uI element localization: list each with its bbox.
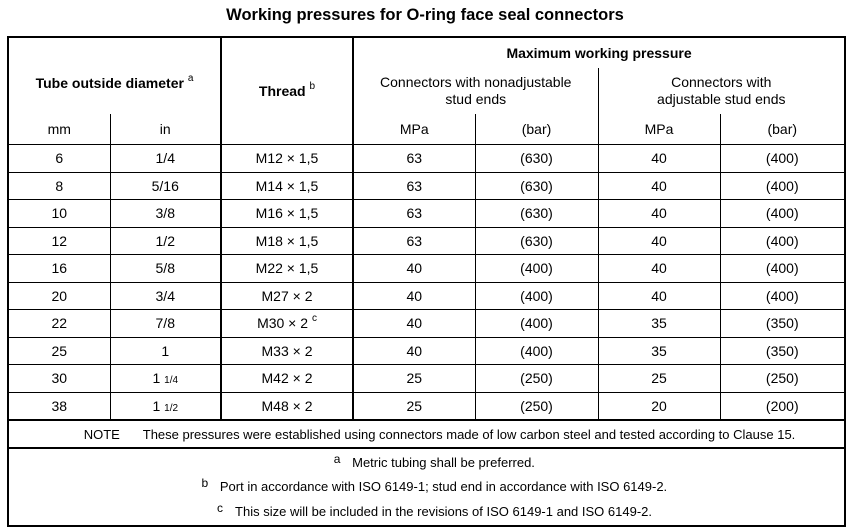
- thread-cell: M27 × 2: [221, 282, 353, 310]
- bar-adjustable-cell: (250): [720, 365, 845, 393]
- header-nonadjustable: Connectors with nonadjustable stud ends: [353, 68, 598, 114]
- mm-cell: 12: [8, 227, 110, 255]
- thread-cell: M33 × 2: [221, 337, 353, 365]
- bar-nonadjustable-cell: (400): [475, 255, 598, 283]
- mm-cell: 30: [8, 365, 110, 393]
- mm-cell: 8: [8, 172, 110, 200]
- header-mm: mm: [47, 121, 71, 137]
- footnote-c: c This size will be included in the revisions of ISO 6149-1 and ISO 6149-2.: [217, 500, 652, 519]
- table-row: [8, 365, 845, 393]
- mpa-nonadjustable-cell: 40: [353, 310, 475, 338]
- table-row: [8, 227, 845, 255]
- bar-nonadjustable-cell: (400): [475, 282, 598, 310]
- thread-cell: M30 × 2 $^c$: [221, 310, 353, 338]
- mpa-nonadjustable-cell: 63: [353, 200, 475, 228]
- in-cell: 3/8: [110, 200, 221, 228]
- in-cell: 7/8: [110, 310, 221, 338]
- bar-adjustable-cell: (400): [720, 200, 845, 228]
- table-row: [8, 255, 845, 283]
- bar-nonadjustable-cell: (250): [475, 392, 598, 420]
- mm-cell: 38: [8, 392, 110, 420]
- table-row: [8, 145, 845, 173]
- header-bar-adjustable: (bar): [720, 114, 845, 145]
- bar-adjustable-cell: (400): [720, 227, 845, 255]
- bar-adjustable-cell: (400): [720, 145, 845, 173]
- mpa-nonadjustable-cell: 25: [353, 365, 475, 393]
- header-bar-nonadjustable: (bar): [475, 114, 598, 145]
- mm-cell: 16: [8, 255, 110, 283]
- bar-nonadjustable-cell: (630): [475, 172, 598, 200]
- header-in: in: [110, 114, 221, 145]
- footnote-a: a Metric tubing shall be preferred.: [8, 448, 845, 475]
- mpa-nonadjustable-cell: 63: [353, 227, 475, 255]
- mpa-nonadjustable-cell: 25: [353, 392, 475, 420]
- bar-adjustable-cell: (400): [720, 172, 845, 200]
- bar-nonadjustable-cell: (400): [475, 310, 598, 338]
- thread-cell: M12 × 1,5: [221, 145, 353, 173]
- mm-cell: 10: [8, 200, 110, 228]
- table-row: [8, 310, 845, 338]
- table-note: NOTE These pressures were established using connectors made of low carbon steel and tested according to Clause 15.: [8, 420, 845, 448]
- thread-cell: M48 × 2: [221, 392, 353, 420]
- header-mpa-adjustable: MPa: [598, 114, 720, 145]
- bar-nonadjustable-cell: (630): [475, 200, 598, 228]
- bar-adjustable-cell: (400): [720, 255, 845, 283]
- footnote-b: b Port in accordance with ISO 6149-1; stud end in accordance with ISO 6149-2.: [201, 475, 668, 494]
- in-cell: 5/16: [110, 172, 221, 200]
- table-title: Working pressures for O-ring face seal connectors: [226, 6, 624, 24]
- table-body: [8, 145, 845, 421]
- in-cell: 1/2: [110, 227, 221, 255]
- mpa-nonadjustable-cell: 63: [353, 145, 475, 173]
- header-mpa-nonadjustable: MPa: [353, 114, 475, 145]
- thread-cell: M16 × 1,5: [221, 200, 353, 228]
- bar-adjustable-cell: (350): [720, 337, 845, 365]
- in-cell: 1 1/2: [110, 392, 221, 420]
- header-thread: Thread $^b$: [221, 37, 353, 145]
- mpa-nonadjustable-cell: 63: [353, 172, 475, 200]
- mpa-adjustable-cell: 40: [598, 200, 720, 228]
- in-cell: 1: [110, 337, 221, 365]
- bar-nonadjustable-cell: (630): [475, 145, 598, 173]
- header-max-pressure: Maximum working pressure: [353, 37, 845, 68]
- mpa-adjustable-cell: 35: [598, 310, 720, 338]
- bar-nonadjustable-cell: (630): [475, 227, 598, 255]
- bar-nonadjustable-cell: (250): [475, 365, 598, 393]
- mpa-adjustable-cell: 40: [598, 255, 720, 283]
- mpa-adjustable-cell: 35: [598, 337, 720, 365]
- table-row: [8, 392, 845, 420]
- thread-cell: M42 × 2: [221, 365, 353, 393]
- table-row: [8, 200, 845, 228]
- pressure-table: [7, 36, 846, 527]
- table-row: [8, 282, 845, 310]
- mpa-adjustable-cell: 40: [598, 227, 720, 255]
- mpa-nonadjustable-cell: 40: [353, 255, 475, 283]
- bar-adjustable-cell: (350): [720, 310, 845, 338]
- bar-adjustable-cell: (400): [720, 282, 845, 310]
- mpa-nonadjustable-cell: 40: [353, 337, 475, 365]
- header-adjustable: Connectors with adjustable stud ends: [598, 68, 845, 114]
- mm-cell: 6: [8, 145, 110, 173]
- mm-cell: 22: [8, 310, 110, 338]
- in-cell: 5/8: [110, 255, 221, 283]
- thread-cell: M18 × 1,5: [221, 227, 353, 255]
- mpa-adjustable-cell: 20: [598, 392, 720, 420]
- mm-cell: 25: [8, 337, 110, 365]
- mm-cell: 20: [8, 282, 110, 310]
- thread-cell: M22 × 1,5: [221, 255, 353, 283]
- mpa-adjustable-cell: 40: [598, 282, 720, 310]
- in-cell: 1 1/4: [110, 365, 221, 393]
- mpa-adjustable-cell: 40: [598, 172, 720, 200]
- header-tube-od: Tube outside diameter $^a$: [35, 73, 194, 91]
- bar-adjustable-cell: (200): [720, 392, 845, 420]
- in-cell: 1/4: [110, 145, 221, 173]
- in-cell: 3/4: [110, 282, 221, 310]
- bar-nonadjustable-cell: (400): [475, 337, 598, 365]
- thread-cell: M14 × 1,5: [221, 172, 353, 200]
- mpa-adjustable-cell: 40: [598, 145, 720, 173]
- table-row: [8, 337, 845, 365]
- mpa-adjustable-cell: 25: [598, 365, 720, 393]
- table-row: [8, 172, 845, 200]
- mpa-nonadjustable-cell: 40: [353, 282, 475, 310]
